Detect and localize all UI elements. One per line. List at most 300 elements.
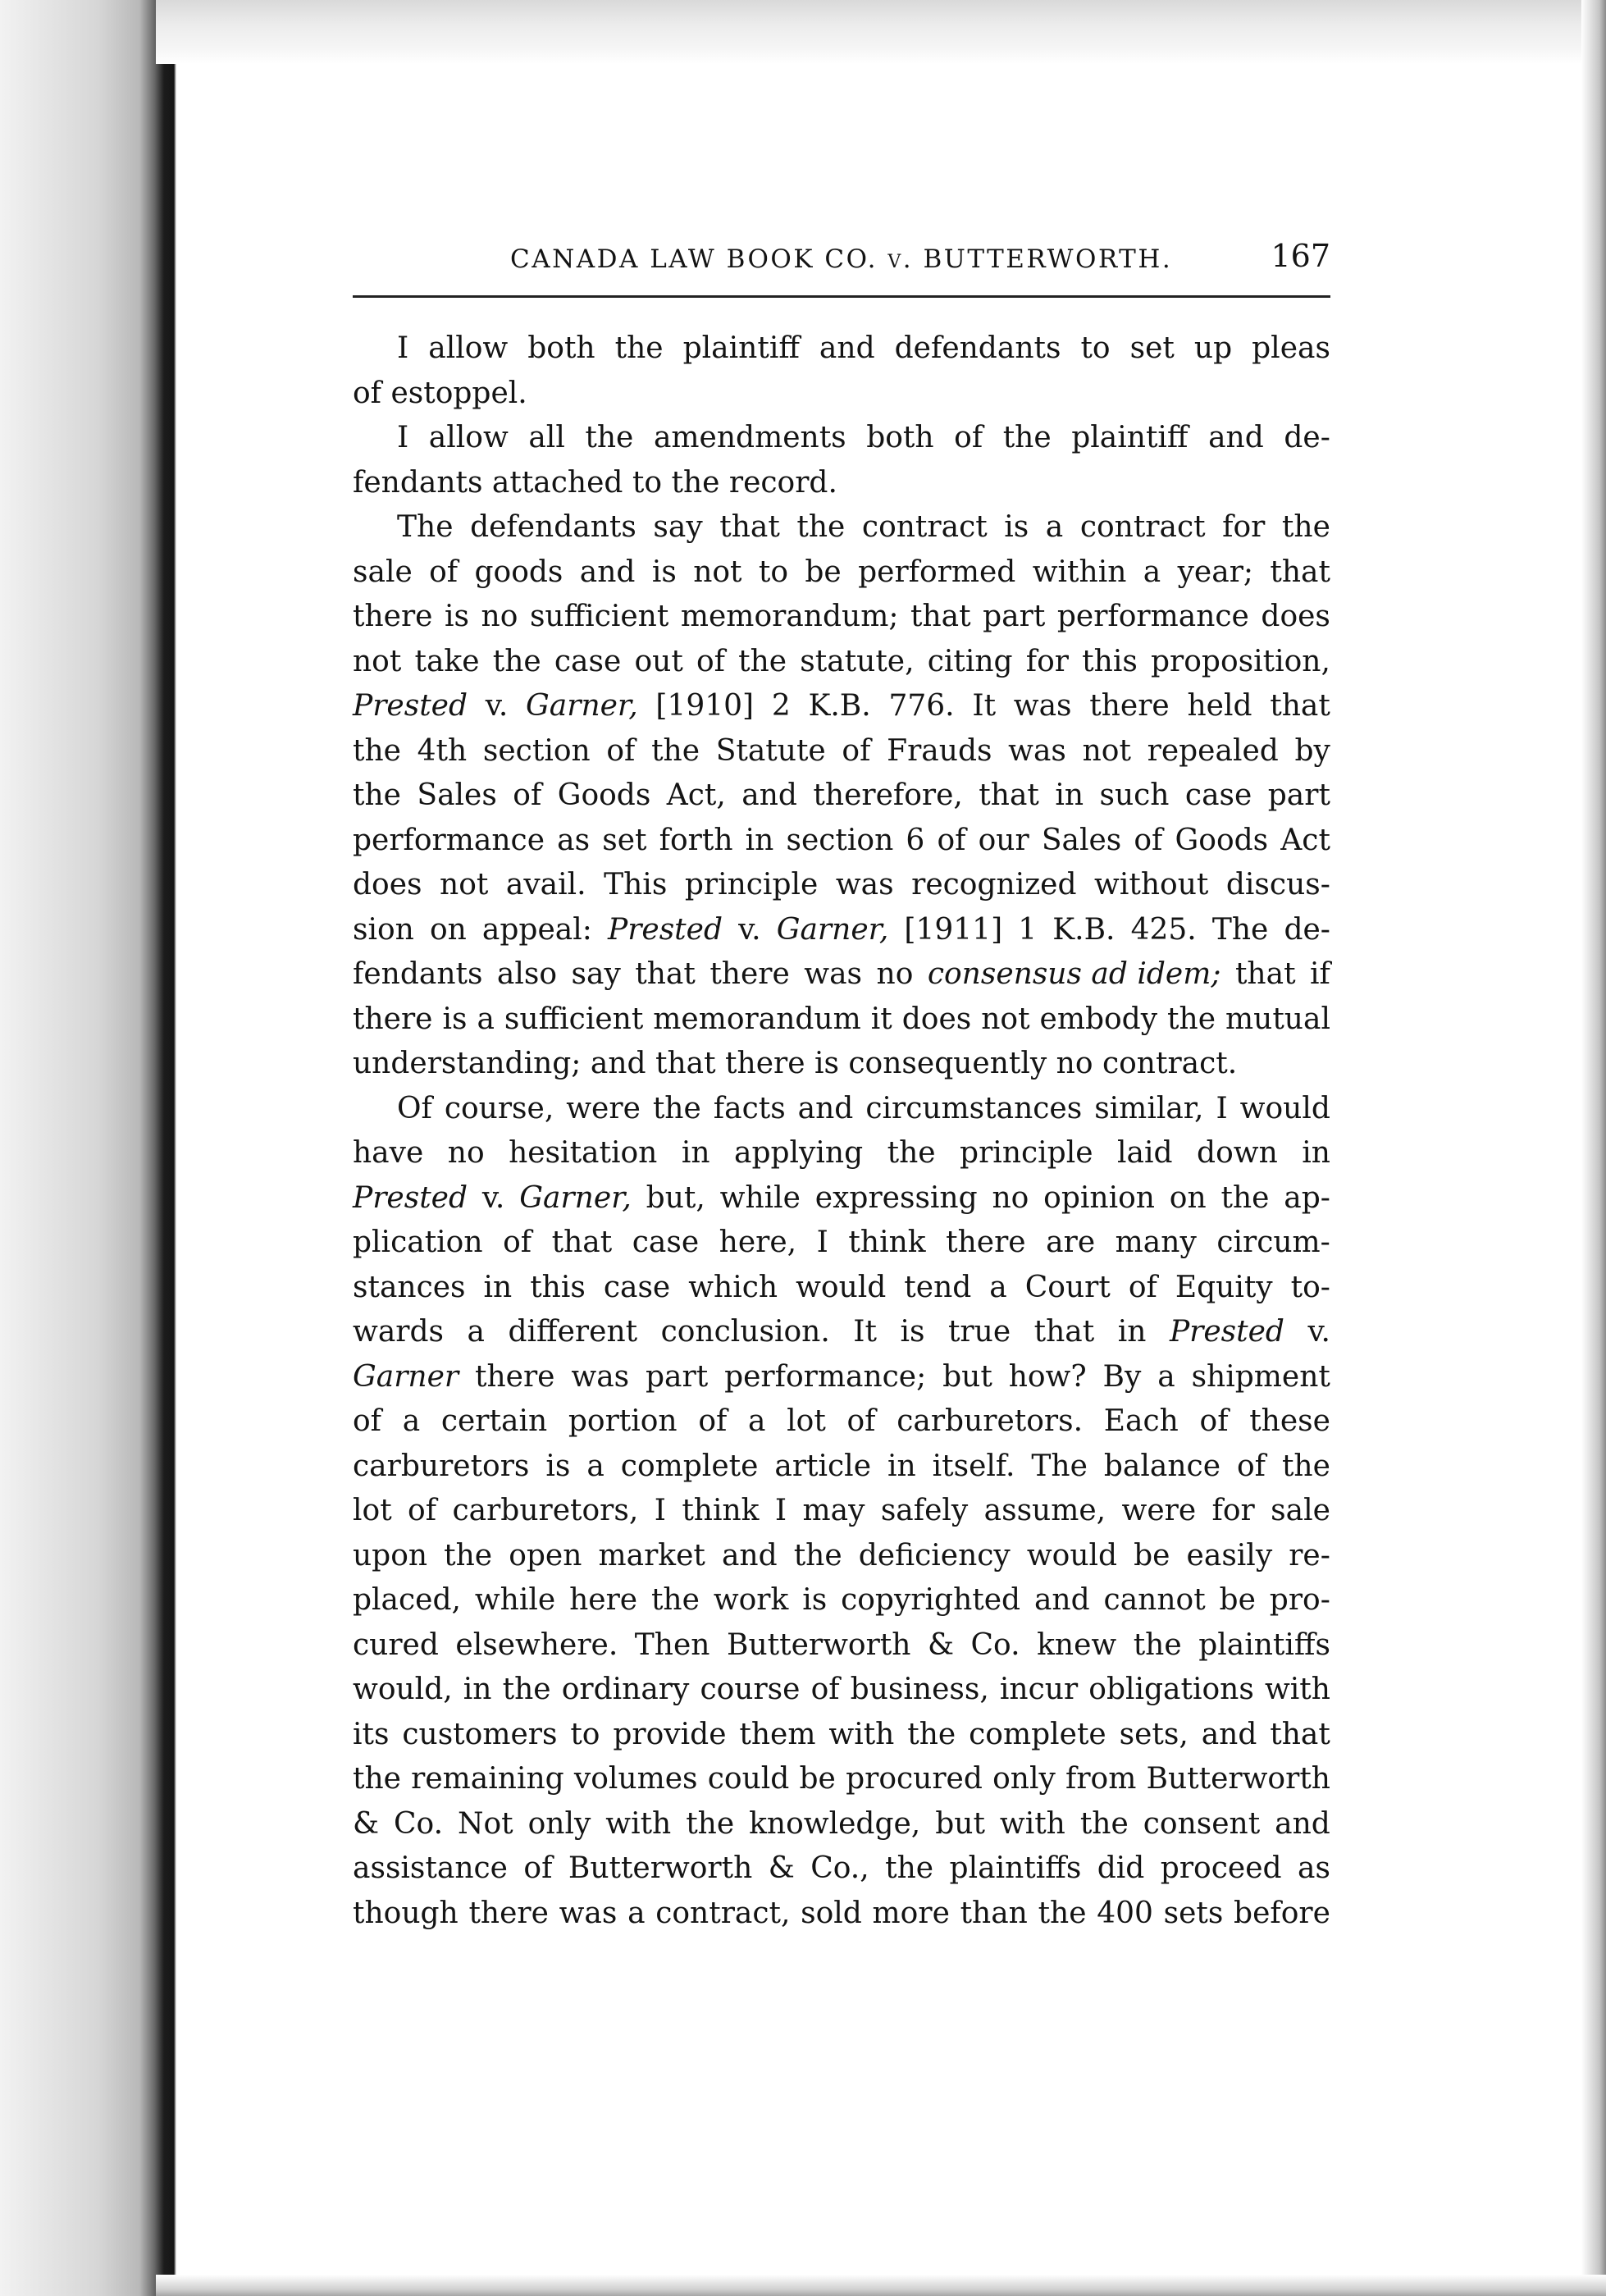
text-word: the bbox=[885, 1851, 934, 1885]
text-line bbox=[353, 1399, 1330, 1445]
text-word: on bbox=[429, 912, 467, 947]
text-word: similar, bbox=[1094, 1091, 1204, 1125]
text-word: the bbox=[353, 778, 401, 812]
text-word: sold bbox=[801, 1896, 862, 1930]
text-word: not bbox=[693, 555, 742, 589]
text-word: many bbox=[1115, 1226, 1197, 1259]
text-word: embody bbox=[1039, 1002, 1158, 1036]
text-word: sufficient bbox=[529, 600, 669, 633]
text-run: understanding; and that there is consequently no contract. bbox=[353, 1047, 1238, 1080]
text-word: applying bbox=[733, 1136, 864, 1170]
text-word: was bbox=[804, 957, 863, 991]
text-word: balance bbox=[1103, 1449, 1220, 1483]
text-word: these bbox=[1249, 1404, 1330, 1438]
text-word: open bbox=[509, 1538, 582, 1573]
text-word: would bbox=[1026, 1538, 1118, 1573]
text-word: while bbox=[719, 1180, 801, 1215]
text-word: Frauds bbox=[887, 733, 992, 768]
text-word: is bbox=[1004, 510, 1029, 544]
text-word: for bbox=[1025, 644, 1069, 678]
text-word: that bbox=[1270, 1717, 1330, 1751]
text-word: not bbox=[440, 868, 489, 902]
text-word: only bbox=[992, 1762, 1056, 1796]
scan-bottom-edge bbox=[156, 2275, 1606, 2296]
text-word: shipment bbox=[1191, 1359, 1330, 1394]
text-word: Co. bbox=[970, 1627, 1020, 1662]
text-word: de- bbox=[1284, 912, 1330, 947]
text-line bbox=[353, 1355, 1330, 1400]
text-word: the bbox=[585, 421, 634, 454]
text-word: carburetors, bbox=[452, 1494, 639, 1527]
text-word: I bbox=[654, 1494, 666, 1527]
text-word: that bbox=[1033, 1315, 1095, 1349]
italic-case-name: consensus ad idem; bbox=[927, 957, 1221, 991]
text-line bbox=[353, 1310, 1330, 1355]
text-word: a bbox=[1157, 1359, 1175, 1394]
text-word: say bbox=[653, 510, 703, 544]
text-word: set bbox=[602, 823, 647, 857]
text-word: Goods bbox=[1175, 823, 1269, 857]
text-word: and bbox=[741, 778, 797, 812]
text-line bbox=[353, 952, 1330, 997]
text-word: here bbox=[569, 1583, 638, 1617]
text-word: incur bbox=[999, 1673, 1079, 1706]
text-word: as bbox=[557, 823, 591, 857]
text-word: [1910] bbox=[655, 689, 755, 723]
text-word: Butterworth bbox=[1146, 1762, 1330, 1796]
text-word: consent bbox=[1143, 1806, 1261, 1841]
text-word: with bbox=[605, 1806, 672, 1841]
text-word: elsewhere. bbox=[455, 1627, 618, 1662]
text-word: sets bbox=[1163, 1896, 1224, 1930]
italic-case-name: Garner bbox=[353, 1359, 459, 1394]
text-word: sets, bbox=[1119, 1717, 1189, 1751]
text-word: plaintiffs bbox=[1198, 1627, 1330, 1662]
text-word: performance bbox=[1056, 600, 1249, 633]
text-word: only bbox=[527, 1806, 591, 1841]
text-word: I bbox=[816, 1226, 828, 1259]
text-word: case bbox=[603, 1270, 671, 1304]
text-word: a bbox=[402, 1404, 421, 1438]
text-word: Goods bbox=[557, 778, 651, 812]
text-word: and bbox=[721, 1538, 778, 1573]
text-word: out bbox=[634, 644, 683, 678]
text-word: say bbox=[571, 957, 621, 991]
text-word: stances bbox=[353, 1270, 466, 1304]
text-word: I bbox=[1216, 1091, 1228, 1125]
text-word: discus- bbox=[1225, 868, 1330, 902]
text-word: the bbox=[353, 733, 401, 768]
text-word: 2 bbox=[771, 689, 791, 723]
text-word: of bbox=[1134, 823, 1163, 857]
text-word: the bbox=[887, 1136, 936, 1170]
text-word: Then bbox=[634, 1627, 710, 1662]
text-word: a bbox=[627, 1896, 646, 1930]
text-word: itself. bbox=[932, 1449, 1015, 1483]
italic-case-name: Garner, bbox=[519, 1180, 632, 1215]
text-word: fendants bbox=[353, 957, 483, 991]
text-word: the bbox=[793, 1538, 842, 1573]
text-word: the bbox=[651, 733, 700, 768]
text-line bbox=[353, 326, 1330, 372]
text-word: defendants bbox=[470, 510, 636, 544]
text-word: could bbox=[707, 1762, 790, 1796]
text-word: article bbox=[774, 1449, 871, 1483]
text-word: of bbox=[846, 1404, 876, 1438]
text-word: work bbox=[713, 1583, 789, 1617]
text-word: is bbox=[802, 1583, 828, 1617]
italic-case-name: Garner, bbox=[776, 912, 889, 947]
text-word: did bbox=[1097, 1851, 1145, 1885]
text-word: were bbox=[1121, 1494, 1197, 1527]
text-word: of bbox=[696, 644, 725, 678]
text-word: 6 bbox=[906, 823, 925, 857]
text-word: was bbox=[559, 1896, 618, 1930]
text-word: take bbox=[414, 644, 480, 678]
text-word: The bbox=[397, 510, 454, 544]
text-word: no bbox=[876, 957, 914, 991]
text-word: set bbox=[1129, 331, 1175, 365]
text-word: the bbox=[1079, 1806, 1129, 1841]
text-word: memorandum; bbox=[680, 600, 899, 633]
text-word: no bbox=[481, 600, 518, 633]
text-run: fendants attached to the record. bbox=[353, 465, 837, 500]
text-line bbox=[353, 774, 1330, 819]
text-word: 4th bbox=[417, 733, 468, 768]
text-word: course bbox=[700, 1673, 801, 1706]
text-word: the bbox=[1038, 1896, 1087, 1930]
text-word: of bbox=[353, 1404, 381, 1438]
text-word: is bbox=[545, 1449, 571, 1483]
text-line bbox=[353, 1578, 1330, 1623]
text-word: that bbox=[719, 510, 780, 544]
text-line bbox=[353, 819, 1330, 864]
text-word: contract bbox=[1079, 510, 1206, 544]
text-word: there bbox=[468, 1896, 549, 1930]
text-word: of bbox=[1199, 1404, 1229, 1438]
text-word: that bbox=[551, 1226, 613, 1259]
text-word: that bbox=[910, 600, 971, 633]
text-word: would bbox=[796, 1270, 887, 1304]
text-word: of bbox=[937, 823, 966, 857]
text-word: customers bbox=[402, 1717, 558, 1751]
text-word: opinion bbox=[1043, 1180, 1155, 1215]
text-word: lot bbox=[787, 1404, 826, 1438]
text-word: to- bbox=[1290, 1270, 1330, 1304]
text-word: Each bbox=[1103, 1404, 1179, 1438]
text-word: the bbox=[652, 1091, 701, 1125]
text-word: principle bbox=[960, 1136, 1093, 1170]
text-word: the bbox=[1281, 1449, 1330, 1483]
text-line bbox=[353, 372, 1330, 417]
text-line bbox=[353, 1042, 1330, 1087]
text-word: of bbox=[698, 1404, 728, 1438]
running-head bbox=[353, 231, 1330, 281]
text-word: think bbox=[682, 1494, 760, 1527]
text-word: not bbox=[1082, 733, 1131, 768]
text-word: allow bbox=[428, 331, 509, 365]
text-word: there bbox=[1089, 689, 1170, 723]
text-word: sufficient bbox=[504, 1002, 644, 1036]
text-word: deficiency bbox=[858, 1538, 1011, 1573]
text-word: memorandum bbox=[653, 1002, 861, 1036]
text-word: I bbox=[397, 331, 409, 365]
text-word: cannot bbox=[1103, 1583, 1206, 1617]
text-word: plaintiff bbox=[682, 331, 800, 365]
text-word: how? bbox=[1008, 1359, 1087, 1394]
text-word: safely bbox=[880, 1494, 969, 1527]
text-word: v. bbox=[1307, 1315, 1330, 1349]
text-word: and bbox=[1033, 1583, 1090, 1617]
text-word: for bbox=[1222, 510, 1266, 544]
text-word: while bbox=[474, 1583, 556, 1617]
text-word: here, bbox=[719, 1226, 797, 1259]
text-word: pleas bbox=[1252, 331, 1330, 365]
text-word: knowledge, bbox=[749, 1806, 921, 1841]
text-word: also bbox=[496, 957, 558, 991]
text-word: but bbox=[935, 1806, 985, 1841]
text-word: Co., bbox=[810, 1851, 869, 1885]
text-line bbox=[353, 997, 1330, 1043]
text-word: true bbox=[947, 1315, 1011, 1349]
text-word: that bbox=[1270, 689, 1330, 723]
text-word: of bbox=[606, 733, 636, 768]
text-word: our bbox=[978, 823, 1029, 857]
text-word: with bbox=[1264, 1673, 1330, 1706]
text-line bbox=[353, 863, 1330, 908]
text-word: the bbox=[444, 1538, 493, 1573]
text-word: principle bbox=[684, 868, 819, 902]
text-word: and bbox=[819, 331, 875, 365]
text-word: Court bbox=[1024, 1270, 1111, 1304]
text-word: of bbox=[810, 1673, 840, 1706]
text-line bbox=[353, 1846, 1330, 1892]
text-word: circum- bbox=[1216, 1226, 1330, 1259]
text-word: Act bbox=[1280, 823, 1330, 857]
text-word: by bbox=[1294, 733, 1330, 768]
text-word: v. bbox=[738, 912, 761, 947]
text-word: and bbox=[1208, 421, 1264, 454]
text-word: I bbox=[397, 421, 409, 454]
text-word: is bbox=[900, 1315, 925, 1349]
text-word: the bbox=[796, 510, 846, 544]
text-word: knew bbox=[1037, 1627, 1117, 1662]
text-word: conclusion. bbox=[660, 1315, 830, 1349]
text-line bbox=[353, 1668, 1330, 1713]
text-line bbox=[353, 1131, 1330, 1176]
text-word: both bbox=[866, 421, 934, 454]
text-word: It bbox=[972, 689, 997, 723]
text-word: copyrighted bbox=[841, 1583, 1021, 1617]
text-word: that bbox=[1270, 555, 1330, 589]
text-word: statute, bbox=[800, 644, 915, 678]
text-word: case bbox=[632, 1226, 700, 1259]
text-word: lot bbox=[353, 1494, 392, 1527]
text-word: different bbox=[508, 1315, 638, 1349]
text-word: in bbox=[745, 823, 774, 857]
text-word: Butterworth bbox=[727, 1627, 911, 1662]
text-word: was bbox=[571, 1359, 630, 1394]
text-word: have bbox=[353, 1136, 424, 1170]
text-word: such bbox=[1099, 778, 1170, 812]
text-word: held bbox=[1187, 689, 1252, 723]
text-word: citing bbox=[927, 644, 1013, 678]
text-word: a bbox=[477, 1002, 495, 1036]
text-word: market bbox=[598, 1538, 705, 1573]
text-line bbox=[353, 416, 1330, 461]
text-word: but bbox=[942, 1359, 992, 1394]
text-line bbox=[353, 1266, 1330, 1311]
body-text bbox=[353, 326, 1330, 1936]
text-word: Butterworth bbox=[568, 1851, 753, 1885]
italic-case-name: Prested bbox=[353, 1180, 468, 1215]
text-word: portion bbox=[568, 1404, 678, 1438]
scan-left-edge bbox=[0, 0, 176, 2296]
text-word: be bbox=[805, 555, 842, 589]
text-word: and bbox=[1201, 1717, 1257, 1751]
text-word: the bbox=[1281, 510, 1330, 544]
text-word: no bbox=[992, 1180, 1029, 1215]
text-word: sale bbox=[353, 555, 413, 589]
text-word: performed bbox=[858, 555, 1016, 589]
text-word: placed, bbox=[353, 1583, 461, 1617]
text-word: de- bbox=[1284, 421, 1330, 454]
text-word: recognized bbox=[911, 868, 1077, 902]
text-word: be bbox=[1134, 1538, 1170, 1573]
text-word: contract, bbox=[655, 1896, 791, 1930]
text-word: does bbox=[1261, 600, 1330, 633]
text-word: on bbox=[1169, 1180, 1207, 1215]
text-word: is bbox=[442, 1002, 468, 1036]
scan-right-edge bbox=[1581, 0, 1606, 2296]
text-word: though bbox=[353, 1896, 459, 1930]
text-word: defendants bbox=[894, 331, 1061, 365]
text-word: complete bbox=[620, 1449, 759, 1483]
text-line bbox=[353, 1892, 1330, 1937]
text-word: are bbox=[1046, 1226, 1096, 1259]
text-word: there bbox=[353, 600, 433, 633]
text-word: and bbox=[579, 555, 636, 589]
text-word: and bbox=[1275, 1806, 1330, 1841]
text-word: be bbox=[799, 1762, 836, 1796]
text-word: no bbox=[447, 1136, 485, 1170]
text-word: mutual bbox=[1225, 1002, 1330, 1036]
text-word: all bbox=[528, 421, 565, 454]
text-word: v. bbox=[485, 689, 509, 723]
text-word: be bbox=[1219, 1583, 1256, 1617]
text-word: Co. bbox=[394, 1806, 444, 1841]
text-word: forth bbox=[659, 823, 733, 857]
text-word: plication bbox=[353, 1226, 483, 1259]
text-run: of estoppel. bbox=[353, 376, 527, 410]
text-word: K.B. bbox=[808, 689, 871, 723]
text-word: performance bbox=[353, 823, 545, 857]
text-word: amendments bbox=[653, 421, 846, 454]
text-word: if bbox=[1310, 957, 1330, 991]
text-word: & bbox=[927, 1627, 954, 1662]
text-word: remaining bbox=[411, 1762, 564, 1796]
text-word: easily bbox=[1186, 1538, 1273, 1573]
text-word: contract bbox=[861, 510, 988, 544]
text-word: the bbox=[686, 1806, 735, 1841]
text-word: the bbox=[353, 1762, 401, 1796]
text-word: there bbox=[946, 1226, 1026, 1259]
text-word: of bbox=[523, 1851, 553, 1885]
text-word: complete bbox=[969, 1717, 1106, 1751]
text-word: of bbox=[429, 555, 459, 589]
text-line bbox=[353, 1757, 1330, 1802]
text-word: 776. bbox=[888, 689, 955, 723]
text-word: a bbox=[1045, 510, 1064, 544]
text-word: case bbox=[1184, 778, 1252, 812]
text-word: part bbox=[983, 600, 1046, 633]
text-word: in bbox=[1117, 1315, 1147, 1349]
text-word: with bbox=[999, 1806, 1065, 1841]
text-word: therefore, bbox=[813, 778, 963, 812]
text-word: section bbox=[786, 823, 894, 857]
text-word: upon bbox=[353, 1538, 428, 1573]
text-word: were bbox=[566, 1091, 641, 1125]
text-word: for bbox=[1211, 1494, 1255, 1527]
text-line bbox=[353, 684, 1330, 729]
text-line bbox=[353, 595, 1330, 640]
text-line bbox=[353, 640, 1330, 685]
text-word: the bbox=[738, 644, 787, 678]
text-word: in bbox=[887, 1449, 916, 1483]
text-word: in bbox=[1302, 1136, 1330, 1170]
text-word: up bbox=[1193, 331, 1233, 365]
text-word: v. bbox=[481, 1180, 505, 1215]
text-word: not bbox=[981, 1002, 1030, 1036]
text-word: re- bbox=[1289, 1538, 1330, 1573]
running-title: CANADA LAW BOOK CO. v. BUTTERWORTH. bbox=[510, 244, 1173, 274]
text-line bbox=[353, 1802, 1330, 1847]
text-word: within bbox=[1032, 555, 1127, 589]
text-word: cured bbox=[353, 1627, 439, 1662]
text-word: before bbox=[1234, 1896, 1330, 1930]
text-word: in bbox=[483, 1270, 513, 1304]
text-word: that bbox=[1234, 957, 1296, 991]
text-word: facts bbox=[713, 1091, 786, 1125]
text-word: I bbox=[774, 1494, 787, 1527]
text-word: there bbox=[353, 1002, 433, 1036]
text-word: in bbox=[463, 1673, 492, 1706]
text-word: & bbox=[353, 1806, 380, 1841]
italic-case-name: Prested bbox=[1169, 1315, 1284, 1349]
text-word: sale bbox=[1271, 1494, 1330, 1527]
text-word: in bbox=[681, 1136, 710, 1170]
text-word: The bbox=[1031, 1449, 1088, 1483]
text-word: K.B. bbox=[1052, 912, 1116, 947]
text-word: was bbox=[1013, 689, 1072, 723]
text-word: was bbox=[1008, 733, 1066, 768]
text-word: in bbox=[1055, 778, 1084, 812]
text-word: 400 bbox=[1097, 1896, 1153, 1930]
italic-case-name: Prested bbox=[607, 912, 723, 947]
text-word: laid bbox=[1117, 1136, 1173, 1170]
text-word: This bbox=[604, 868, 668, 902]
italic-case-name: Prested bbox=[353, 689, 468, 723]
text-word: than bbox=[960, 1896, 1028, 1930]
text-word: not bbox=[353, 644, 402, 678]
text-word: It bbox=[853, 1315, 877, 1349]
text-word: & bbox=[768, 1851, 795, 1885]
text-word: avail. bbox=[505, 868, 586, 902]
text-word: assistance bbox=[353, 1851, 508, 1885]
text-word: carburetors bbox=[353, 1449, 530, 1483]
text-word: year; bbox=[1177, 555, 1254, 589]
text-word: a bbox=[989, 1270, 1007, 1304]
